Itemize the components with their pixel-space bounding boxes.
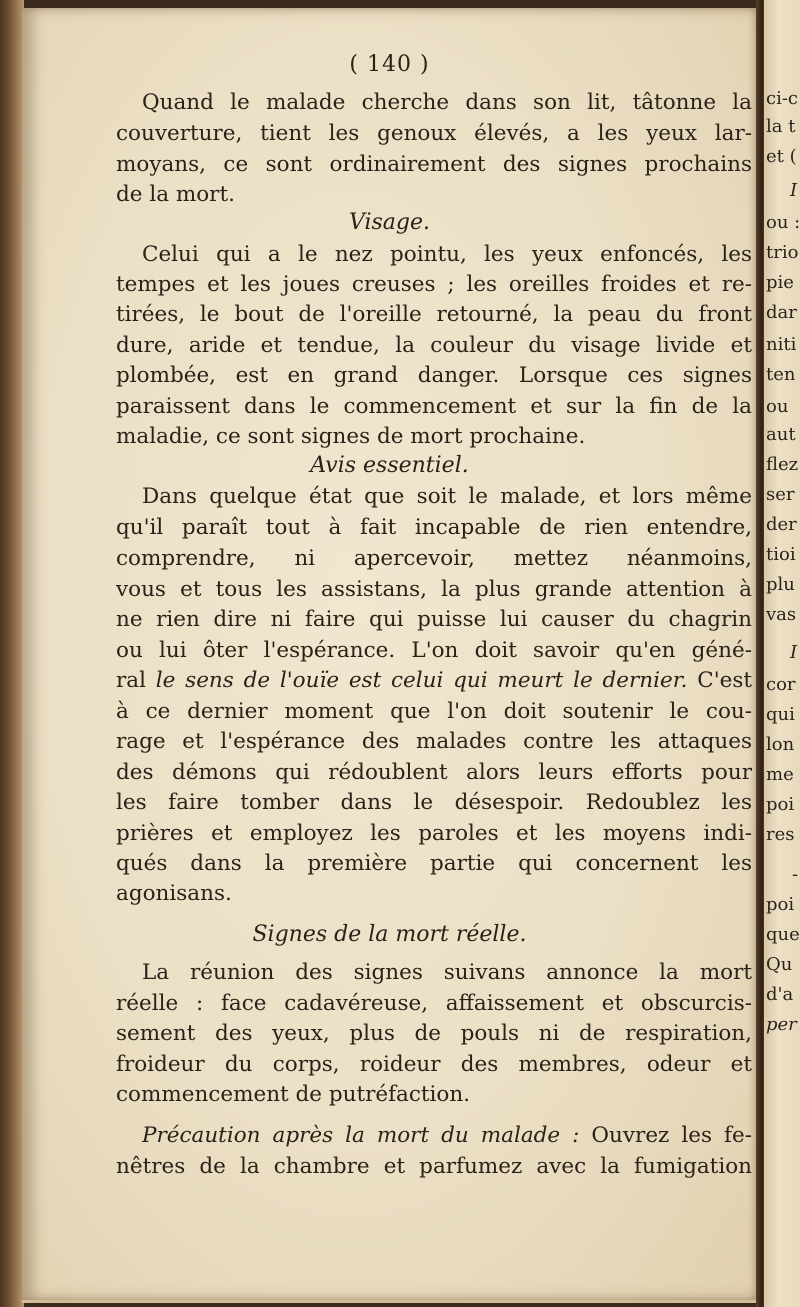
text-line: les faire tomber dans le désespoir. Redoublez les — [116, 790, 752, 815]
facing-page-fragment: poi — [766, 894, 795, 915]
text-line: paraissent dans le commencement et sur la fin de la — [116, 394, 752, 419]
facing-page-fragment: ou — [766, 396, 789, 417]
facing-page-fragment: - — [792, 864, 799, 885]
emphasized-text: le sens de l'ouïe est celui qui meurt le dernier. — [155, 668, 688, 693]
emphasized-text: Précaution après la mort du malade : — [142, 1123, 580, 1148]
facing-page-fragment: me — [766, 764, 794, 785]
section-heading-visage: Visage. — [348, 210, 431, 235]
book-spine — [0, 0, 24, 1307]
text-line: ou lui ôter l'espérance. L'on doit savoir qu'en géné- — [116, 638, 752, 663]
text-line: qués dans la première partie qui concernent les — [116, 851, 752, 876]
facing-page-fragment: poi — [766, 794, 795, 815]
facing-page-fragment: der — [766, 514, 797, 535]
text-line: qu'il paraît tout à fait incapable de rien entendre, — [116, 515, 752, 540]
facing-page-fragment: que — [766, 924, 800, 945]
facing-page-fragment: plu — [766, 574, 795, 595]
text-line-with-emphasis — [142, 1121, 752, 1151]
text-line: de la mort. — [116, 182, 235, 207]
facing-page-fragment: ou : — [766, 212, 800, 233]
text-line: vous et tous les assistans, la plus grande attention à — [116, 577, 752, 602]
text-line: à ce dernier moment que l'on doit soutenir le cou- — [116, 699, 752, 724]
text-line: agonisans. — [116, 881, 232, 906]
text-line: La réunion des signes suivans annonce la mort — [142, 960, 752, 985]
text-run: ral — [116, 668, 146, 693]
section-heading-avis: Avis essentiel. — [310, 453, 469, 478]
text-line: commencement de putréfaction. — [116, 1082, 471, 1107]
text-line: nêtres de la chambre et parfumez avec la fumigation — [116, 1154, 752, 1179]
text-line: maladie, ce sont signes de mort prochaine. — [116, 424, 586, 449]
text-line: Quand le malade cherche dans son lit, tâtonne la — [142, 90, 752, 115]
facing-page-fragment: res — [766, 824, 795, 845]
text-line: tempes et les joues creuses ; les oreilles froides et re- — [116, 272, 752, 297]
text-line-with-emphasis — [116, 666, 752, 696]
facing-page-fragment: dar — [766, 302, 797, 323]
facing-page-fragment: pie — [766, 272, 794, 293]
text-line: comprendre, ni apercevoir, mettez néanmoins, — [116, 546, 752, 571]
section-heading-signes: Signes de la mort réelle. — [252, 922, 527, 947]
text-line: dure, aride et tendue, la couleur du visage livide et — [116, 333, 752, 358]
facing-page-fragment: per — [766, 1014, 797, 1035]
text-line: réelle : face cadavéreuse, affaissement et obscurcis- — [116, 991, 752, 1016]
text-line: des démons qui rédoublent alors leurs efforts pour — [116, 760, 752, 785]
facing-page-fragment: ten — [766, 364, 796, 385]
facing-page-fragment: I — [790, 642, 798, 663]
facing-page-fragment: cor — [766, 674, 796, 695]
facing-page-fragment: vas — [766, 604, 797, 625]
text-run: C'est — [697, 668, 752, 693]
text-line: ne rien dire ni faire qui puisse lui causer du chagrin — [116, 607, 752, 632]
facing-page-edge — [764, 0, 800, 1307]
facing-page-fragment: I — [790, 180, 798, 201]
facing-page-fragment: Qu — [766, 954, 793, 975]
facing-page-fragment: niti — [766, 334, 797, 355]
text-line: tirées, le bout de l'oreille retourné, la peau du front — [116, 302, 752, 327]
book-page — [22, 8, 757, 1303]
text-line: froideur du corps, roideur des membres, odeur et — [116, 1052, 752, 1077]
page-number: ( 140 ) — [349, 52, 430, 77]
facing-page-fragment: la t — [766, 116, 796, 137]
text-line: rage et l'espérance des malades contre les attaques — [116, 729, 752, 754]
text-line: moyans, ce sont ordinairement des signes prochains — [116, 152, 752, 177]
text-line: sement des yeux, plus de pouls ni de respiration, — [116, 1021, 752, 1046]
facing-page-fragment: et ( — [766, 146, 797, 167]
facing-page-fragment: lon — [766, 734, 795, 755]
facing-page-fragment: ser — [766, 484, 795, 505]
text-line: Celui qui a le nez pointu, les yeux enfoncés, les — [142, 242, 752, 267]
facing-page-fragment: flez — [766, 454, 799, 475]
facing-page-fragment: trio — [766, 242, 799, 263]
facing-page-fragment: aut — [766, 424, 796, 445]
text-run: Ouvrez les fe- — [591, 1123, 752, 1148]
facing-page-fragment: qui — [766, 704, 795, 725]
text-line: Dans quelque état que soit le malade, et lors même — [142, 484, 752, 509]
facing-page-fragment: ci-c — [766, 88, 799, 109]
facing-page-fragment: tioi — [766, 544, 796, 565]
text-line: prières et employez les paroles et les moyens indi- — [116, 821, 752, 846]
text-line: plombée, est en grand danger. Lorsque ces signes — [116, 363, 752, 388]
text-line: couverture, tient les genoux élevés, a les yeux lar- — [116, 121, 752, 146]
facing-page-fragment: d'a — [766, 984, 794, 1005]
